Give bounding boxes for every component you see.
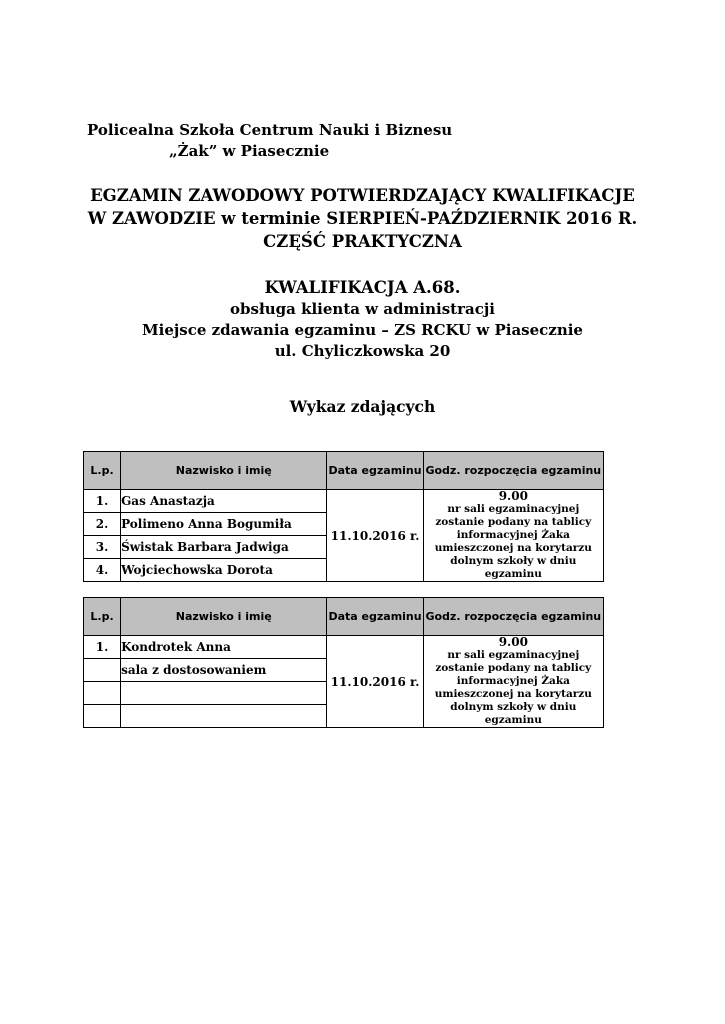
title-line-3: CZĘŚĆ PRAKTYCZNA <box>263 232 462 251</box>
school-line-2: „Żak” w Piasecznie <box>169 142 330 160</box>
header-date: Data egzaminu <box>327 452 423 490</box>
row-name <box>121 705 327 728</box>
row-name: Polimeno Anna Bogumiła <box>121 513 327 536</box>
exam-place: Miejsce zdawania egzaminu – ZS RCKU w Piasecznie <box>142 321 583 339</box>
header-time: Godz. rozpoczęcia egzaminu <box>423 452 603 490</box>
row-name: Świstak Barbara Jadwiga <box>121 536 327 559</box>
header-name: Nazwisko i imię <box>121 598 327 636</box>
row-lp: 1. <box>84 636 121 659</box>
table-header <box>84 598 604 636</box>
exam-title <box>0 184 725 253</box>
row-lp <box>84 659 121 682</box>
candidates-table-2 <box>83 597 604 728</box>
row-lp: 1. <box>84 490 121 513</box>
table-header <box>84 452 604 490</box>
qualification-name: obsługa klienta w administracji <box>230 300 495 318</box>
header-lp: L.p. <box>84 598 121 636</box>
row-name: Kondrotek Anna <box>121 636 327 659</box>
header-date: Data egzaminu <box>327 598 423 636</box>
exam-date: 11.10.2016 r. <box>327 490 423 582</box>
row-lp <box>84 682 121 705</box>
exam-address: ul. Chyliczkowska 20 <box>274 342 451 360</box>
exam-hour: 9.00 <box>498 489 528 503</box>
row-name: sala z dostosowaniem <box>121 659 327 682</box>
qualification-info <box>0 299 725 362</box>
school-name <box>87 120 452 162</box>
row-name: Gas Anastazja <box>121 490 327 513</box>
table-row <box>84 636 604 659</box>
row-lp: 4. <box>84 559 121 582</box>
header-name: Nazwisko i imię <box>121 452 327 490</box>
header-time: Godz. rozpoczęcia egzaminu <box>423 598 603 636</box>
room-note: nr sali egzaminacyjnej zostanie podany na tablicy informacyjnej Żaka umieszczonej na korytarzu dolnym szkoły w dniu egzaminu <box>434 503 592 580</box>
list-title: Wykaz zdających <box>289 397 436 416</box>
school-line-1: Policealna Szkoła Centrum Nauki i Biznesu <box>87 121 453 139</box>
row-name: Wojciechowska Dorota <box>121 559 327 582</box>
room-note: nr sali egzaminacyjnej zostanie podany na tablicy informacyjnej Żaka umieszczonej na korytarzu dolnym szkoły w dniu egzaminu <box>434 649 592 726</box>
exam-time <box>423 490 603 582</box>
exam-date: 11.10.2016 r. <box>327 636 423 728</box>
row-lp: 3. <box>84 536 121 559</box>
table-row <box>84 490 604 513</box>
title-line-2: W ZAWODZIE w terminie SIERPIEŃ-PAŹDZIERNIK 2016 R. <box>87 209 638 228</box>
qualification-code: KWALIFIKACJA A.68. <box>264 278 461 297</box>
row-lp <box>84 705 121 728</box>
row-name <box>121 682 327 705</box>
header-lp: L.p. <box>84 452 121 490</box>
exam-time <box>423 636 603 728</box>
candidates-table-1 <box>83 451 604 582</box>
exam-hour: 9.00 <box>498 635 528 649</box>
title-line-1: EGZAMIN ZAWODOWY POTWIERDZAJĄCY KWALIFIKACJE <box>90 186 635 205</box>
row-lp: 2. <box>84 513 121 536</box>
